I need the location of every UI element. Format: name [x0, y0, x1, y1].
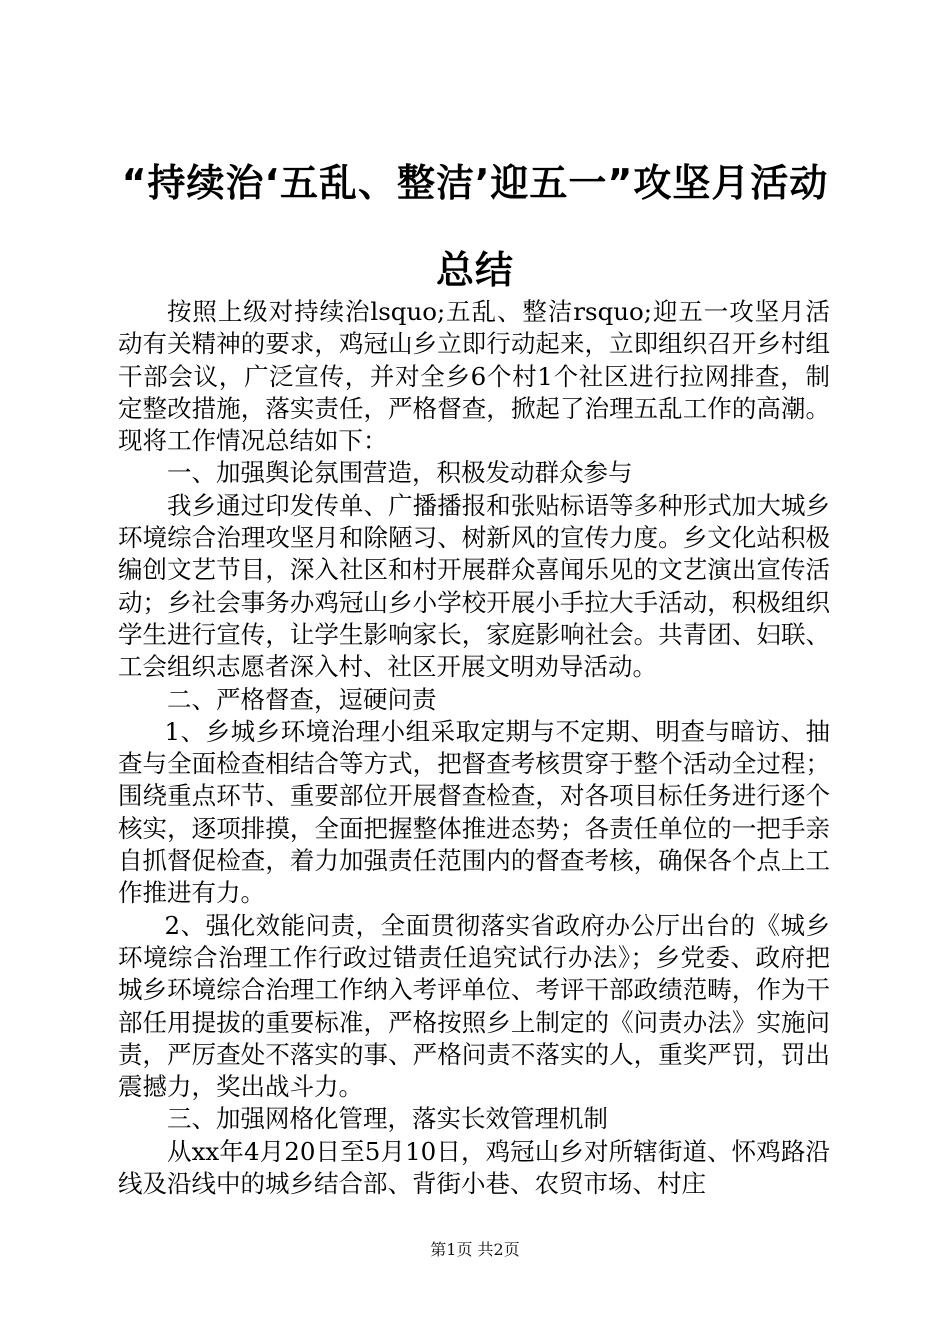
document-body: [118, 296, 830, 1200]
body-paragraph: 我乡通过印发传单、广播播报和张贴标语等多种形式加大城乡环境综合治理攻坚月和除陋习、树新风的宣传力度。乡文化站积极编创文艺节目，深入社区和村开展群众喜闻乐见的文艺演出宣传活动；乡社会事务办鸡冠山乡小学校开展小手拉大手活动，积极组织学生进行宣传，让学生影响家长，家庭影响社会。共青团、妇联、工会组织志愿者深入村、社区开展文明劝导活动。: [118, 490, 830, 682]
intro-paragraph: 按照上级对持续治lsquo;五乱、整洁rsquo;迎五一攻坚月活动有关精神的要求，鸡冠山乡立即行动起来，立即组织召开乡村组干部会议，广泛宣传，并对全乡6个村1个社区进行拉网排查，制定整改措施，落实责任，严格督查，掀起了治理五乱工作的高潮。现将工作情况总结如下：: [118, 297, 830, 456]
body-paragraph: 2、强化效能问责，全面贯彻落实省政府办公厅出台的《城乡环境综合治理工作行政过错责任追究试行办法》；乡党委、政府把城乡环境综合治理工作纳入考评单位、考评干部政绩范畴，作为干部任用提拔的重要标准，严格按照乡上制定的《问责办法》实施问责，严厉查处不落实的事、严格问责不落实的人，重奖严罚，罚出震撼力，奖出战斗力。: [118, 910, 830, 1102]
section-heading-2: 二、严格督查，逗硬问责: [167, 684, 437, 714]
document-title-line-2: 总结: [435, 248, 514, 292]
section-heading-3: 三、加强网格化管理，落实长效管理机制: [167, 1104, 608, 1134]
section-heading-1: 一、加强舆论氛围营造，积极发动群众参与: [167, 458, 633, 488]
body-paragraph: 1、乡城乡环境治理小组采取定期与不定期、明查与暗访、抽查与全面检查相结合等方式，把督查考核贯穿于整个活动全过程；围绕重点环节、重要部位开展督查检查，对各项目标任务进行逐个核实，逐项排摸，全面把握整体推进态势；各责任单位的一把手亲自抓督促检查，着力加强责任范围内的督查考核，确保各个点上工作推进有力。: [118, 716, 830, 908]
body-paragraph: 从xx年4月20日至5月10日，鸡冠山乡对所辖街道、怀鸡路沿线及沿线中的城乡结合部、背街小巷、农贸市场、村庄: [118, 1136, 830, 1199]
document-title-line-1: “持续治‘五乱、整洁’迎五一”攻坚月活动: [121, 161, 829, 205]
page-number-footer: 第1页 共2页: [430, 1240, 520, 1259]
